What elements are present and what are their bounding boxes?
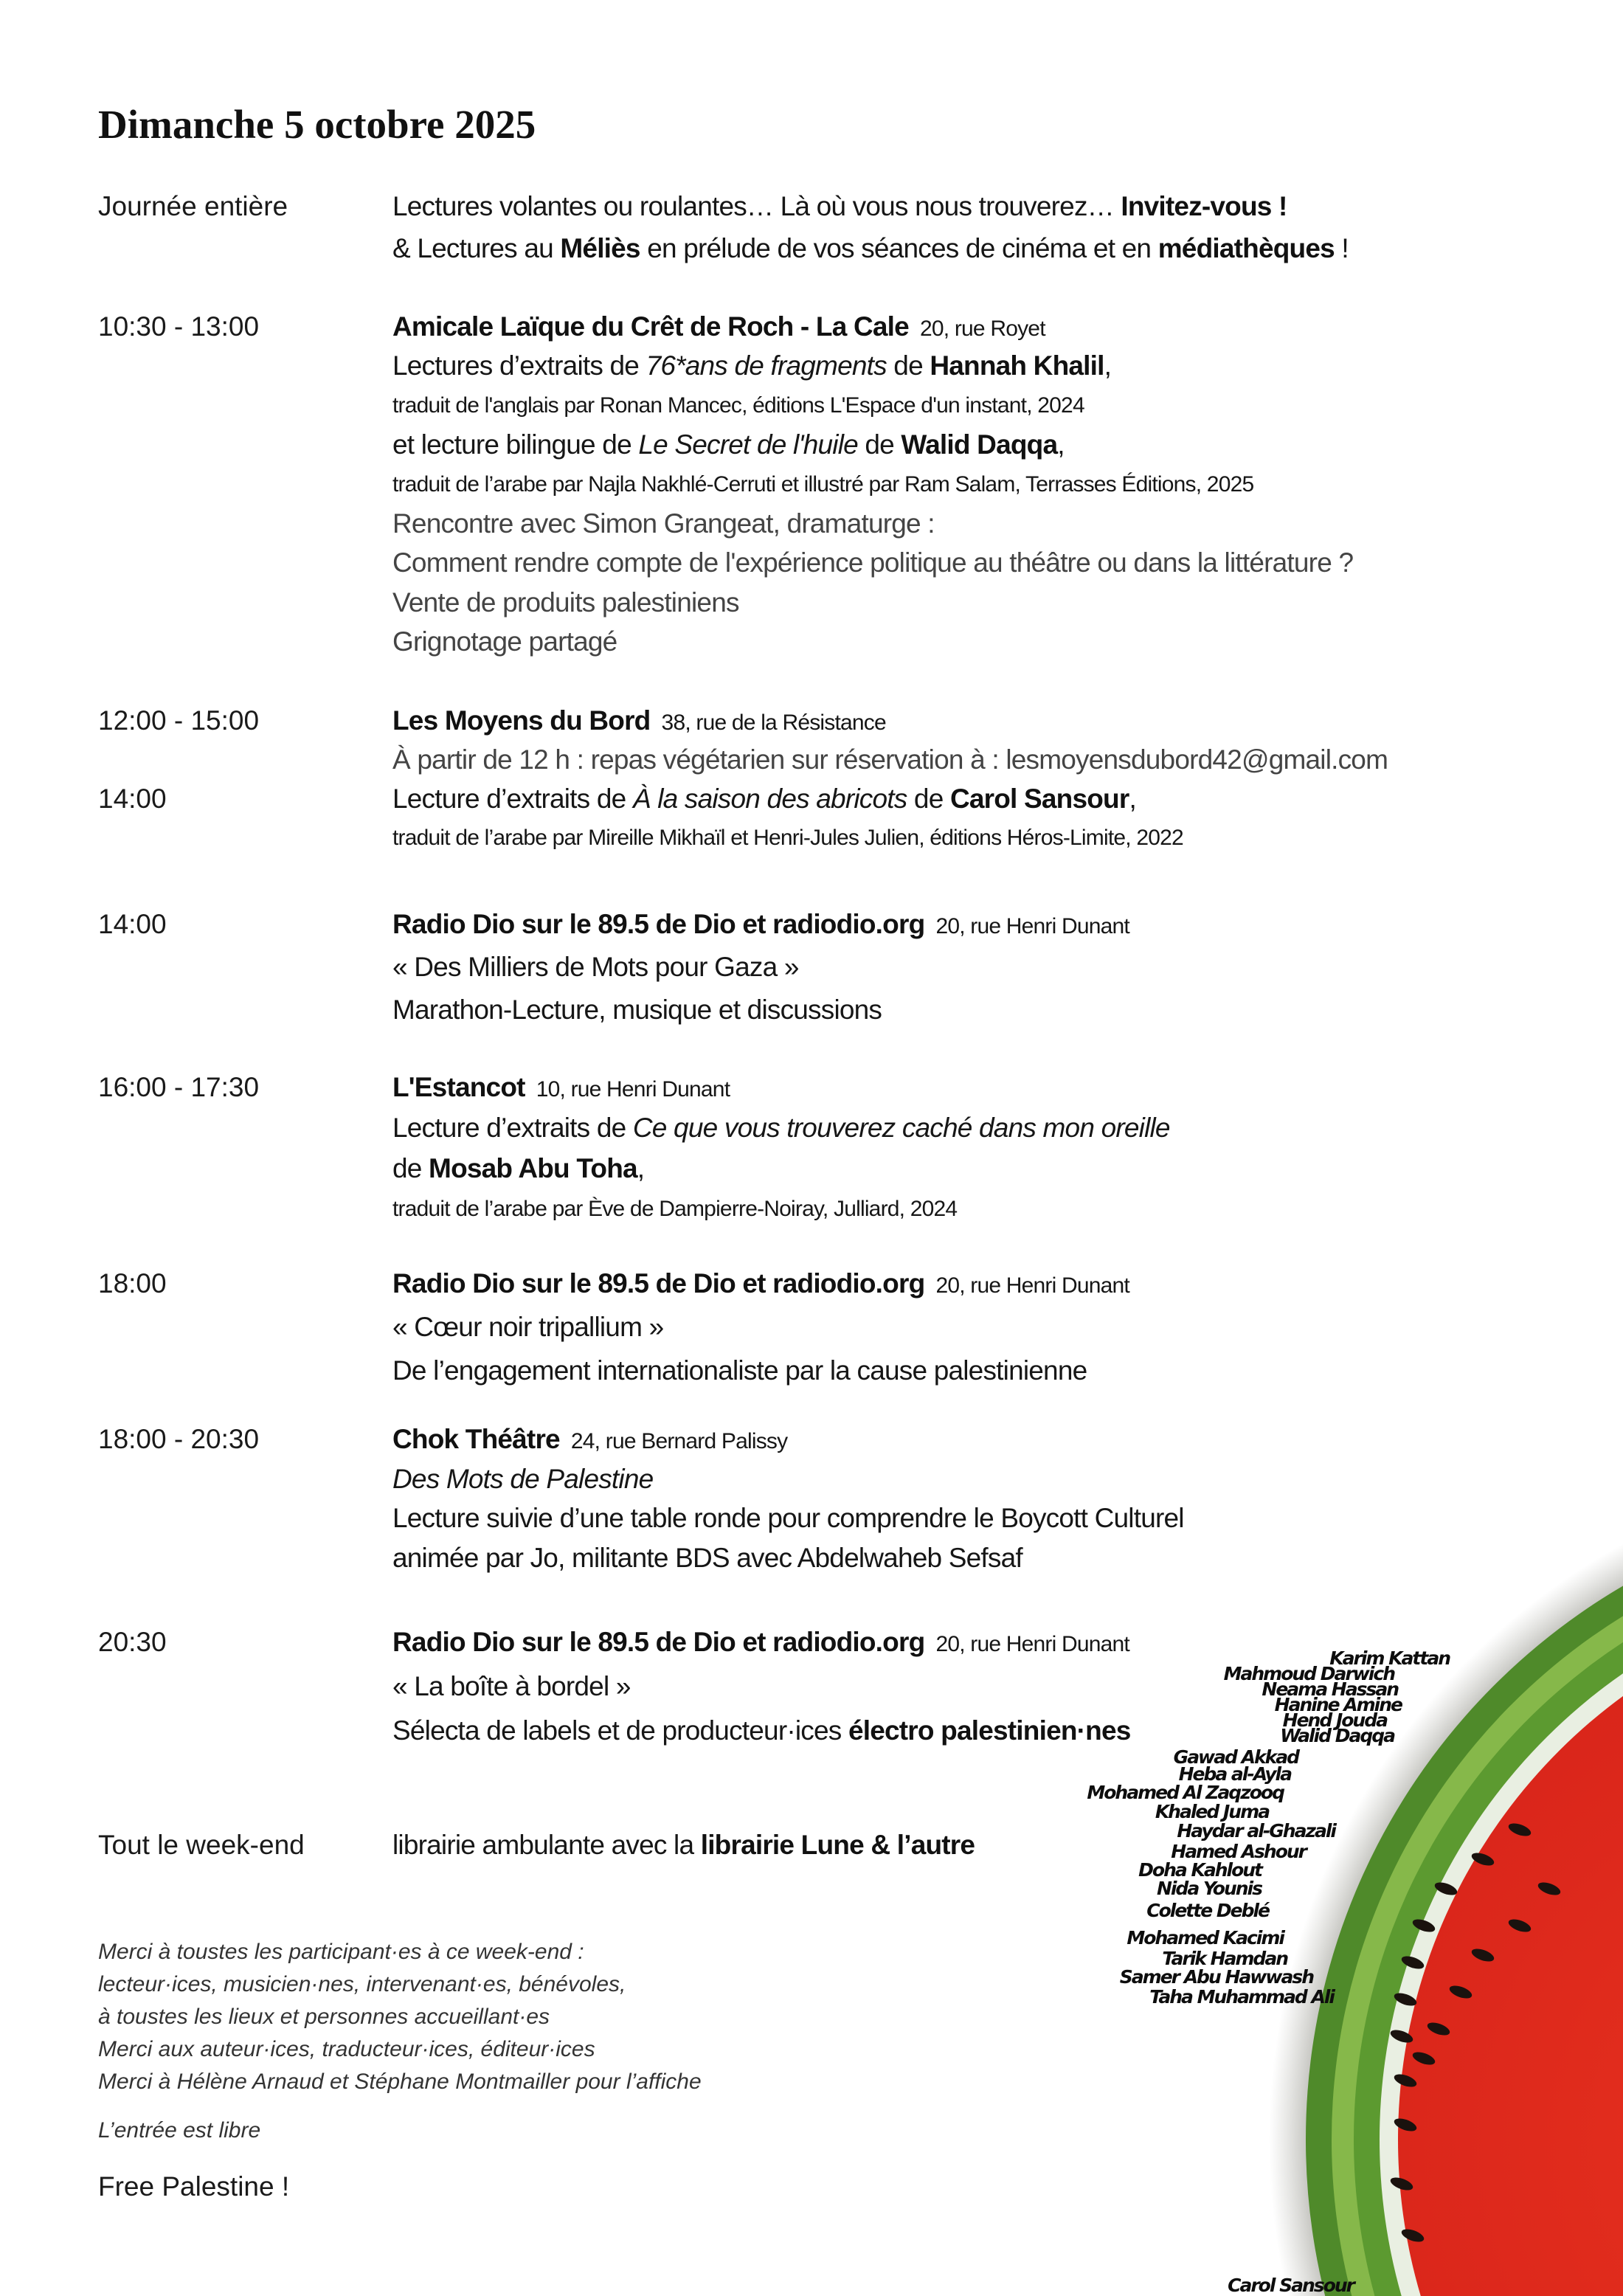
event-moyens-du-bord <box>0 701 1623 857</box>
text-segment: De l’engagement internationaliste par la cause palestinienne <box>392 1355 1087 1386</box>
author-name: Karim Kattan <box>1329 1647 1450 1669</box>
bold-text: Radio Dio sur le 89.5 de Dio et radiodio.org <box>392 1268 925 1299</box>
text-segment: et lecture bilingue de <box>392 429 639 460</box>
event-text <box>392 946 799 989</box>
event-text <box>392 465 1253 504</box>
event-text <box>392 989 882 1031</box>
event-line <box>0 227 1623 269</box>
author-name: Gawad Akkad <box>1173 1746 1298 1768</box>
event-chok-theatre <box>0 1420 1623 1577</box>
bold-text: électro palestinien·nes <box>848 1715 1131 1746</box>
text-segment: librairie ambulante avec la <box>392 1830 701 1860</box>
event-line <box>0 989 1623 1031</box>
event-text <box>392 1420 787 1462</box>
text-segment: Vente de produits palestiniens <box>392 587 739 618</box>
event-text <box>392 1664 631 1709</box>
text-segment: , <box>637 1153 645 1183</box>
address-text: 38, rue de la Résistance <box>650 710 886 735</box>
thanks-line: Merci à toustes les participant·es à ce week-end : <box>98 1940 584 1964</box>
event-text <box>392 386 1084 425</box>
event-radio-dio-1400 <box>0 903 1623 1031</box>
event-text <box>392 622 617 661</box>
author-name: Neama Hassan <box>1262 1678 1398 1700</box>
text-segment: en prélude de vos séances de cinéma et en <box>640 233 1158 263</box>
text-segment: , <box>1057 429 1065 460</box>
text-segment: Sélecta de labels et de producteur·ices <box>392 1715 848 1746</box>
event-text <box>392 1459 653 1499</box>
address-text: 20, rue Henri Dunant <box>924 1273 1129 1298</box>
event-text <box>392 307 1045 348</box>
event-line <box>0 386 1623 425</box>
event-line <box>0 185 1623 227</box>
event-full-day <box>0 185 1623 269</box>
event-line <box>0 543 1623 582</box>
event-amicale-laique <box>0 307 1623 662</box>
bold-text: Walid Daqqa <box>901 429 1058 460</box>
event-text <box>392 818 1183 857</box>
bold-text: Mosab Abu Toha <box>429 1153 637 1183</box>
author-name: Khaled Juma <box>1155 1801 1269 1822</box>
bold-text: Radio Dio sur le 89.5 de Dio et radiodio.org <box>392 909 925 939</box>
thanks-line: à toustes les lieux et personnes accueillant·es <box>98 2005 550 2029</box>
event-text <box>392 740 1388 779</box>
event-line <box>0 1305 1623 1349</box>
event-text <box>392 543 1353 582</box>
event-radio-dio-1800 <box>0 1262 1623 1392</box>
event-line <box>0 583 1623 622</box>
text-segment: de <box>886 350 930 381</box>
page-title: Dimanche 5 octobre 2025 <box>98 102 536 147</box>
text-segment: Lectures d’extraits de <box>392 350 646 381</box>
event-text <box>392 504 935 543</box>
italic-title: Ce que vous trouverez caché dans mon oreille <box>632 1113 1170 1143</box>
event-line <box>0 1262 1623 1305</box>
event-line <box>0 1148 1623 1189</box>
event-line <box>0 1538 1623 1578</box>
text-segment: de <box>392 1153 429 1183</box>
event-text <box>392 425 1065 464</box>
text-segment: Lecture d’extraits de <box>392 1113 633 1143</box>
event-week-end <box>0 1820 1623 1865</box>
event-time: Tout le week-end <box>98 1830 305 1860</box>
address-text: 20, rue Royet <box>908 317 1045 341</box>
author-name: Hanine Amine <box>1274 1694 1402 1715</box>
bold-text: Radio Dio sur le 89.5 de Dio et radiodio.org <box>392 1627 925 1657</box>
event-time: 18:00 - 20:30 <box>98 1424 260 1454</box>
event-text <box>392 1107 1170 1148</box>
event-text <box>392 1349 1087 1392</box>
event-time: 18:00 <box>98 1268 167 1299</box>
author-name: Haydar al-Ghazali <box>1177 1820 1335 1842</box>
free-entry-note: L’entrée est libre <box>98 2118 261 2143</box>
event-text <box>392 1825 975 1865</box>
event-time: 20:30 <box>98 1627 167 1657</box>
event-text <box>392 583 739 622</box>
text-segment: Rencontre avec Simon Grangeat, dramaturge : <box>392 508 935 539</box>
bold-text: Méliès <box>560 233 640 263</box>
text-segment: & Lectures au <box>392 233 561 263</box>
bold-text: L'Estancot <box>392 1072 525 1102</box>
event-line <box>0 1067 1623 1107</box>
bold-text: médiathèques <box>1157 233 1335 263</box>
event-line <box>0 1820 1623 1865</box>
event-line <box>0 779 1623 818</box>
text-segment: ! <box>1334 233 1349 263</box>
event-text <box>392 779 1136 818</box>
free-palestine-text: Free Palestine ! <box>98 2171 290 2202</box>
event-line <box>0 946 1623 989</box>
text-segment: traduit de l’arabe par Najla Nakhlé-Cerruti et illustré par Ram Salam, Terrasses Éditions, 2025 <box>392 471 1254 497</box>
bold-text: Chok Théâtre <box>392 1424 560 1454</box>
text-segment: Marathon-Lecture, musique et discussions <box>392 995 882 1025</box>
author-name: Samer Abu Hawwash <box>1119 1966 1313 1988</box>
event-text <box>392 185 1287 227</box>
author-name: Hend Jouda <box>1282 1709 1387 1731</box>
author-name: Doha Kahlout <box>1138 1859 1262 1881</box>
address-text: 24, rue Bernard Palissy <box>559 1429 788 1453</box>
text-segment: , <box>1129 784 1136 814</box>
event-text <box>392 1262 1129 1307</box>
event-line <box>0 346 1623 385</box>
event-time: 14:00 <box>98 784 167 814</box>
event-line <box>0 1107 1623 1148</box>
event-line <box>0 425 1623 464</box>
thanks-line: Merci à Hélène Arnaud et Stéphane Montmailler pour l’affiche <box>98 2069 702 2094</box>
bold-text: Amicale Laïque du Crêt de Roch - La Cale <box>392 311 909 342</box>
event-text <box>392 903 1129 948</box>
event-text <box>392 1067 730 1110</box>
author-name: Mohamed Kacimi <box>1127 1927 1284 1949</box>
event-text <box>392 1148 644 1189</box>
event-line <box>0 818 1623 857</box>
event-line <box>0 740 1623 779</box>
italic-title: À la saison des abricots <box>632 784 907 814</box>
thanks-block <box>98 1936 702 2098</box>
text-segment: Comment rendre compte de l'expérience politique au théâtre ou dans la littérature ? <box>392 547 1354 578</box>
author-name: Walid Daqqa <box>1280 1725 1394 1746</box>
event-line <box>0 701 1623 740</box>
author-name: Mahmoud Darwich <box>1223 1663 1394 1684</box>
thanks-line: Merci aux auteur·ices, traducteur·ices, éditeur·ices <box>98 2037 595 2061</box>
text-segment: Lecture d’extraits de <box>392 784 633 814</box>
event-text <box>392 1305 663 1349</box>
text-segment: À partir de 12 h : repas végétarien sur réservation à : lesmoyensdubord42@gmail.com <box>392 744 1388 775</box>
event-time: Journée entière <box>98 191 288 221</box>
text-segment: Lectures volantes ou roulantes… Là où vous nous trouverez… <box>392 191 1121 221</box>
event-line <box>0 1459 1623 1499</box>
bold-text: Carol Sansour <box>949 784 1129 814</box>
event-time: 10:30 - 13:00 <box>98 311 260 342</box>
event-line <box>0 504 1623 543</box>
text-segment: animée par Jo, militante BDS avec Abdelwaheb Sefsaf <box>392 1542 1022 1573</box>
event-text <box>392 1538 1022 1578</box>
event-time: 16:00 - 17:30 <box>98 1072 260 1102</box>
event-line <box>0 1420 1623 1459</box>
author-name: Nida Younis <box>1156 1878 1262 1899</box>
text-segment: traduit de l’arabe par Mireille Mikhaïl et Henri-Jules Julien, éditions Héros-Limite, 2022 <box>392 826 1183 850</box>
text-segment: Lecture suivie d’une table ronde pour comprendre le Boycott Culturel <box>392 1503 1184 1534</box>
event-text <box>392 1189 957 1229</box>
address-text: 10, rue Henri Dunant <box>525 1077 730 1102</box>
thanks-line: lecteur·ices, musicien·nes, intervenant·es, bénévoles, <box>98 1972 626 1996</box>
event-time: 14:00 <box>98 909 167 939</box>
author-name: Taha Muhammad Ali <box>1149 1986 1334 2008</box>
italic-title: Des Mots de Palestine <box>392 1463 654 1494</box>
text-segment: Grignotage partagé <box>392 626 617 657</box>
event-line <box>0 307 1623 346</box>
event-text <box>392 701 886 742</box>
event-line <box>0 1189 1623 1229</box>
event-text <box>392 1620 1129 1667</box>
bold-text: Hannah Khalil <box>930 350 1104 381</box>
text-segment: traduit de l'anglais par Ronan Mancec, éditions L'Espace d'un instant, 2024 <box>392 393 1084 418</box>
event-text <box>392 1498 1184 1538</box>
event-line <box>0 1349 1623 1392</box>
author-name: Mohamed Al Zaqzooq <box>1087 1782 1284 1803</box>
text-segment: « Cœur noir tripallium » <box>392 1312 664 1342</box>
event-time: 12:00 - 15:00 <box>98 705 260 736</box>
bold-text: Les Moyens du Bord <box>392 705 651 736</box>
author-name: Carol Sansour <box>1228 2275 1354 2296</box>
event-line <box>0 1498 1623 1538</box>
text-segment: traduit de l’arabe par Ève de Dampierre-Noiray, Julliard, 2024 <box>392 1197 958 1221</box>
author-name: Hamed Ashour <box>1171 1841 1306 1862</box>
bold-text: Invitez-vous ! <box>1121 191 1287 221</box>
text-segment: « Des Milliers de Mots pour Gaza » <box>392 952 799 982</box>
text-segment: « La boîte à bordel » <box>392 1671 631 1701</box>
event-line <box>0 465 1623 504</box>
italic-title: Le Secret de l'huile <box>638 429 858 460</box>
bold-text: librairie Lune & l’autre <box>700 1830 975 1860</box>
author-name: Tarik Hamdan <box>1162 1948 1287 1969</box>
text-segment: de <box>907 784 950 814</box>
author-name: Colette Deblé <box>1146 1900 1269 1921</box>
author-name: Heba al-Ayla <box>1178 1763 1291 1785</box>
event-line <box>0 903 1623 946</box>
event-line <box>0 622 1623 661</box>
event-text <box>392 1709 1131 1753</box>
event-text <box>392 227 1349 269</box>
text-segment: de <box>857 429 902 460</box>
event-text <box>392 346 1111 385</box>
event-estancot <box>0 1067 1623 1229</box>
italic-title: 76*ans de fragments <box>646 350 887 381</box>
address-text: 20, rue Henri Dunant <box>924 914 1129 938</box>
address-text: 20, rue Henri Dunant <box>924 1632 1129 1656</box>
text-segment: , <box>1104 350 1112 381</box>
